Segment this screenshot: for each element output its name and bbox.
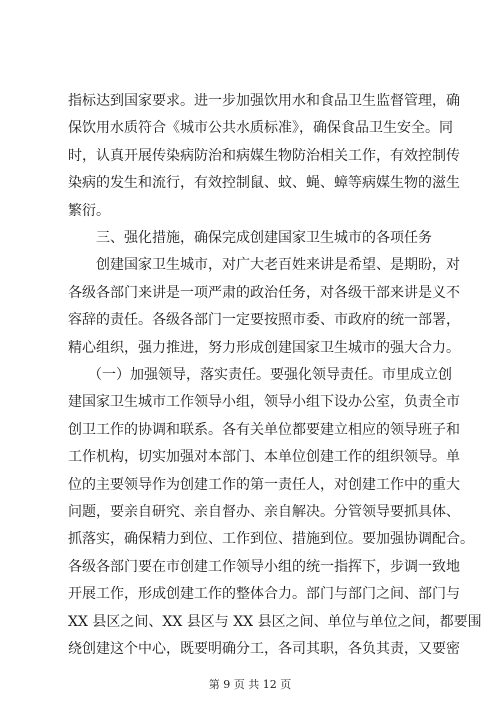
text-line: 保饮用水质符合《城市公共水质标准》，确保食品卫生安全。同 xyxy=(68,120,453,137)
text-line: 繁衍。 xyxy=(68,202,110,219)
text-line: 各级各部门要在市创建工作领导小组的统一指挥下，步调一致地 xyxy=(68,558,460,575)
page-footer: 第 9 页 共 12 页 xyxy=(208,678,292,691)
text-line: 时，认真开展传染病防治和病媒生物防治相关工作，有效控制传 xyxy=(68,147,460,164)
text-line: XX 县区之间、XX 县区与 XX 县区之间、单位与单位之间，都要围 xyxy=(68,613,482,630)
text-line: 染病的发生和流行，有效控制鼠、蚊、蝇、蟑等病媒生物的滋生 xyxy=(68,175,460,192)
subsection-heading: （一）加强领导，落实责任。要强化领导责任。市里成立创 xyxy=(88,367,452,383)
text-line: 绕创建这个中心，既要明确分工，各司其职，各负其责，又要密 xyxy=(68,641,460,657)
section-heading: 三、强化措施，确保完成创建国家卫生城市的各项任务 xyxy=(96,230,432,246)
text-line: 容辞的责任。各级各部门一定要按照市委、市政府的统一部署， xyxy=(68,312,460,329)
text-line: 位的主要领导作为创建工作的第一责任人，对创建工作中的重大 xyxy=(68,476,460,493)
text-line: 指标达到国家要求。进一步加强饮用水和食品卫生监督管理，确 xyxy=(68,93,460,109)
text-line: 开展工作，形成创建工作的整体合力。部门与部门之间、部门与 xyxy=(68,586,460,603)
text-line: 精心组织，强力推进，努力形成创建国家卫生城市的强大合力。 xyxy=(68,339,460,356)
text-line: 问题，要亲自研究、亲自督办、亲自解决。分管领导要抓具体、 xyxy=(68,504,460,520)
text-line: 各级各部门来讲是一项严肃的政治任务，对各级干部来讲是义不 xyxy=(68,284,460,301)
text-line: 创卫工作的协调和联系。各有关单位都要建立相应的领导班子和 xyxy=(68,421,460,438)
text-line: 工作机构，切实加强对本部门、本单位创建工作的组织领导。单 xyxy=(68,449,460,466)
text-line: 抓落实，确保精力到位、工作到位、措施到位。要加强协调配合。 xyxy=(68,531,474,548)
text-line: 创建国家卫生城市，对广大老百姓来讲是希望、是期盼，对 xyxy=(96,257,460,274)
text-line: 建国家卫生城市工作领导小组，领导小组下设办公室，负责全市 xyxy=(68,394,460,411)
